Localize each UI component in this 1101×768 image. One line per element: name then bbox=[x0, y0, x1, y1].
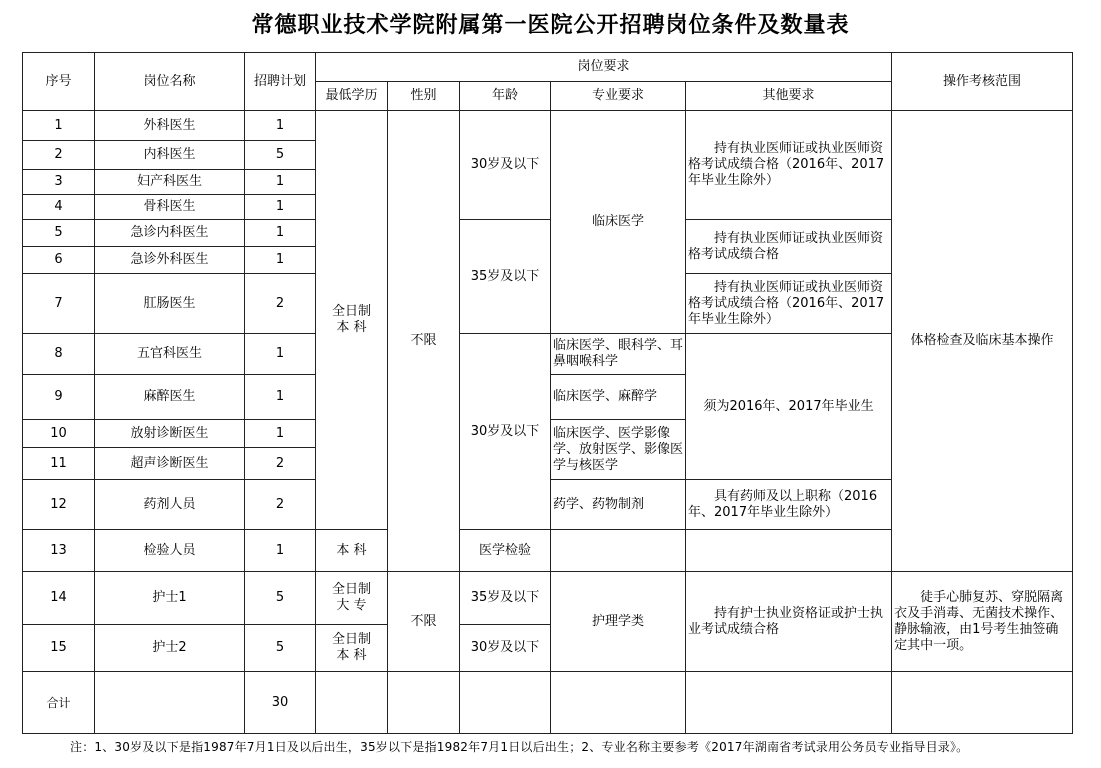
header-other: 其他要求 bbox=[686, 82, 892, 111]
header-edu: 最低学历 bbox=[316, 82, 388, 111]
header-age: 年龄 bbox=[460, 82, 551, 111]
row-plan: 1 bbox=[245, 195, 316, 220]
row-plan: 1 bbox=[245, 170, 316, 195]
row-seq: 4 bbox=[23, 195, 95, 220]
other-cell: 具有药师及以上职称（2016年、2017年毕业生除外） bbox=[686, 480, 892, 530]
age-cell: 30岁及以下 bbox=[460, 111, 551, 220]
row-plan: 5 bbox=[245, 625, 316, 672]
major-cell: 临床医学、眼科学、耳鼻咽喉科学 bbox=[551, 334, 686, 375]
age-cell: 30岁及以下 bbox=[460, 625, 551, 672]
row-post: 检验人员 bbox=[95, 530, 245, 572]
page-title: 常德职业技术学院附属第一医院公开招聘岗位条件及数量表 bbox=[251, 13, 850, 38]
total-empty bbox=[316, 672, 388, 734]
row-plan: 2 bbox=[245, 274, 316, 334]
row-post: 麻醉医生 bbox=[95, 375, 245, 420]
sex-cell: 不限 bbox=[388, 111, 460, 572]
row-seq: 12 bbox=[23, 480, 95, 530]
row-seq: 14 bbox=[23, 572, 95, 625]
total-empty bbox=[95, 672, 245, 734]
row-seq: 11 bbox=[23, 448, 95, 480]
exam-cell: 徒手心肺复苏、穿脱隔离衣及手消毒、无菌技术操作、静脉输液，由1号考生抽签确定其中一项。 bbox=[892, 572, 1073, 672]
header-plan: 招聘计划 bbox=[245, 53, 316, 111]
major-cell: 临床医学 bbox=[551, 111, 686, 334]
other-cell-empty bbox=[551, 530, 686, 572]
other-cell: 须为2016年、2017年毕业生 bbox=[686, 334, 892, 480]
row-seq: 6 bbox=[23, 247, 95, 274]
edu-cell: 全日制 本 科 bbox=[316, 625, 388, 672]
row-post: 妇产科医生 bbox=[95, 170, 245, 195]
row-seq: 10 bbox=[23, 420, 95, 448]
row-plan: 1 bbox=[245, 247, 316, 274]
edu-cell: 全日制 本 科 bbox=[316, 111, 388, 530]
row-post: 肛肠医生 bbox=[95, 274, 245, 334]
total-empty bbox=[388, 672, 460, 734]
major-cell: 医学检验 bbox=[460, 530, 551, 572]
row-post: 护士1 bbox=[95, 572, 245, 625]
total-plan: 30 bbox=[245, 672, 316, 734]
row-post: 五官科医生 bbox=[95, 334, 245, 375]
row-plan: 5 bbox=[245, 572, 316, 625]
row-post: 放射诊断医生 bbox=[95, 420, 245, 448]
header-seq: 序号 bbox=[23, 53, 95, 111]
row-post: 护士2 bbox=[95, 625, 245, 672]
other-cell: 持有执业医师证或执业医师资格考试成绩合格 bbox=[686, 220, 892, 274]
row-seq: 7 bbox=[23, 274, 95, 334]
major-cell: 护理学类 bbox=[551, 572, 686, 672]
row-seq: 8 bbox=[23, 334, 95, 375]
row-seq: 15 bbox=[23, 625, 95, 672]
row-seq: 5 bbox=[23, 220, 95, 247]
total-empty bbox=[686, 672, 892, 734]
row-post: 骨科医生 bbox=[95, 195, 245, 220]
header-post: 岗位名称 bbox=[95, 53, 245, 111]
other-cell: 持有执业医师证或执业医师资格考试成绩合格（2016年、2017年毕业生除外） bbox=[686, 111, 892, 220]
row-plan: 1 bbox=[245, 334, 316, 375]
row-seq: 1 bbox=[23, 111, 95, 141]
age-cell: 30岁及以下 bbox=[460, 334, 551, 530]
row-post: 药剂人员 bbox=[95, 480, 245, 530]
row-post: 超声诊断医生 bbox=[95, 448, 245, 480]
row-plan: 1 bbox=[245, 220, 316, 247]
row-plan: 2 bbox=[245, 448, 316, 480]
major-cell: 临床医学、麻醉学 bbox=[551, 375, 686, 420]
header-requirements: 岗位要求 bbox=[316, 53, 892, 82]
row-seq: 9 bbox=[23, 375, 95, 420]
row-post: 急诊外科医生 bbox=[95, 247, 245, 274]
row-seq: 2 bbox=[23, 141, 95, 170]
row-seq: 13 bbox=[23, 530, 95, 572]
total-empty bbox=[551, 672, 686, 734]
header-exam: 操作考核范围 bbox=[892, 53, 1073, 111]
other-cell: 持有执业医师证或执业医师资格考试成绩合格（2016年、2017年毕业生除外） bbox=[686, 274, 892, 334]
row-post: 内科医生 bbox=[95, 141, 245, 170]
total-label: 合计 bbox=[23, 672, 95, 734]
row-plan: 1 bbox=[245, 111, 316, 141]
footnote: 注：1、30岁及以下是指1987年7月1日及以后出生，35岁以下是指1982年7月1日以后出生；2、专业名称主要参考《2017年湖南省考试录用公务员专业指导目录》。 bbox=[70, 740, 969, 754]
sex-cell: 不限 bbox=[388, 572, 460, 672]
age-cell: 35岁及以下 bbox=[460, 572, 551, 625]
row-seq: 3 bbox=[23, 170, 95, 195]
row-plan: 5 bbox=[245, 141, 316, 170]
row-plan: 1 bbox=[245, 375, 316, 420]
row-post: 外科医生 bbox=[95, 111, 245, 141]
total-empty bbox=[892, 672, 1073, 734]
edu-cell: 本 科 bbox=[316, 530, 388, 572]
row-plan: 1 bbox=[245, 530, 316, 572]
header-major: 专业要求 bbox=[551, 82, 686, 111]
edu-cell: 全日制 大 专 bbox=[316, 572, 388, 625]
header-sex: 性别 bbox=[388, 82, 460, 111]
exam-cell: 体格检查及临床基本操作 bbox=[892, 111, 1073, 572]
row-post: 急诊内科医生 bbox=[95, 220, 245, 247]
other-cell: 持有护士执业资格证或护士执业考试成绩合格 bbox=[686, 572, 892, 672]
row-plan: 1 bbox=[245, 420, 316, 448]
age-cell: 35岁及以下 bbox=[460, 220, 551, 334]
recruitment-table bbox=[22, 52, 1073, 734]
row-plan: 2 bbox=[245, 480, 316, 530]
major-cell: 临床医学、医学影像学、放射医学、影像医学与核医学 bbox=[551, 420, 686, 480]
total-empty bbox=[460, 672, 551, 734]
major-cell: 药学、药物制剂 bbox=[551, 480, 686, 530]
